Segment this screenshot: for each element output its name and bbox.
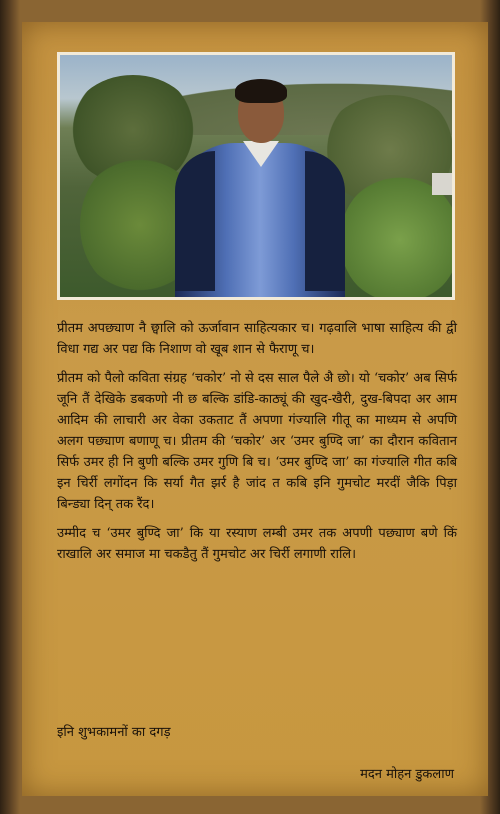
- author-signature: मदन मोहन डुकलाण: [360, 767, 454, 782]
- paragraph-intro: प्रीतम अपछ्याण नै छ्वालि को ऊर्जावान साहित्यकार च। गढ़वालि भाषा साहित्य की द्वी विधा गद्य अर पद्य कि निशाण वो खूब शान से फैराणू च।: [57, 321, 457, 357]
- author-photo: [57, 52, 455, 300]
- body-text: [57, 318, 457, 573]
- paragraph-closing: उम्मीद च ‘उमर बुण्दि जा’ कि या रस्याण लम्बी उमर तक अपणी पछ्याण बणे किं राखालि अर समाज मा चकडैतु तैं गुमचोट अर चिर्री लगाणी रालि।: [57, 526, 457, 562]
- paragraph-main: प्रीतम को पैलो कविता संग्रह ‘चकोर’ नो से दस साल पैले अै छो। यो ‘चकोर’ अब सिर्फ जूनि तैं देखिके डबकणो नी छ बल्कि डांडि-काठ्यूं की खुद-खैरी, दुख-बिपदा अर आम आदिम की लाचारी अर वेका उकताट तैं अपणा गंज्यालि गीतू का माध्यम से अपणि अलग पछ्याण बणाणू च। प्रीतम की ‘चकोर’ अर ‘उमर बुण्दि जा’ का दौरान कवितान सिर्फ उमर ही नि बुणी बल्कि उमर गुणि बि च। ‘उमर बुण्दि जा’ का गंज्यालि गीत कबि इन चिर्री लगोंदन कि सर्या गैत झर्र है जांद त कबि इनि गुमचोट मरदीं जैकि पिड़ा बिन्ड्या दिन् तक रैंद।: [57, 371, 457, 512]
- greeting-line: इनि शुभकामनों का दगड़: [57, 725, 171, 740]
